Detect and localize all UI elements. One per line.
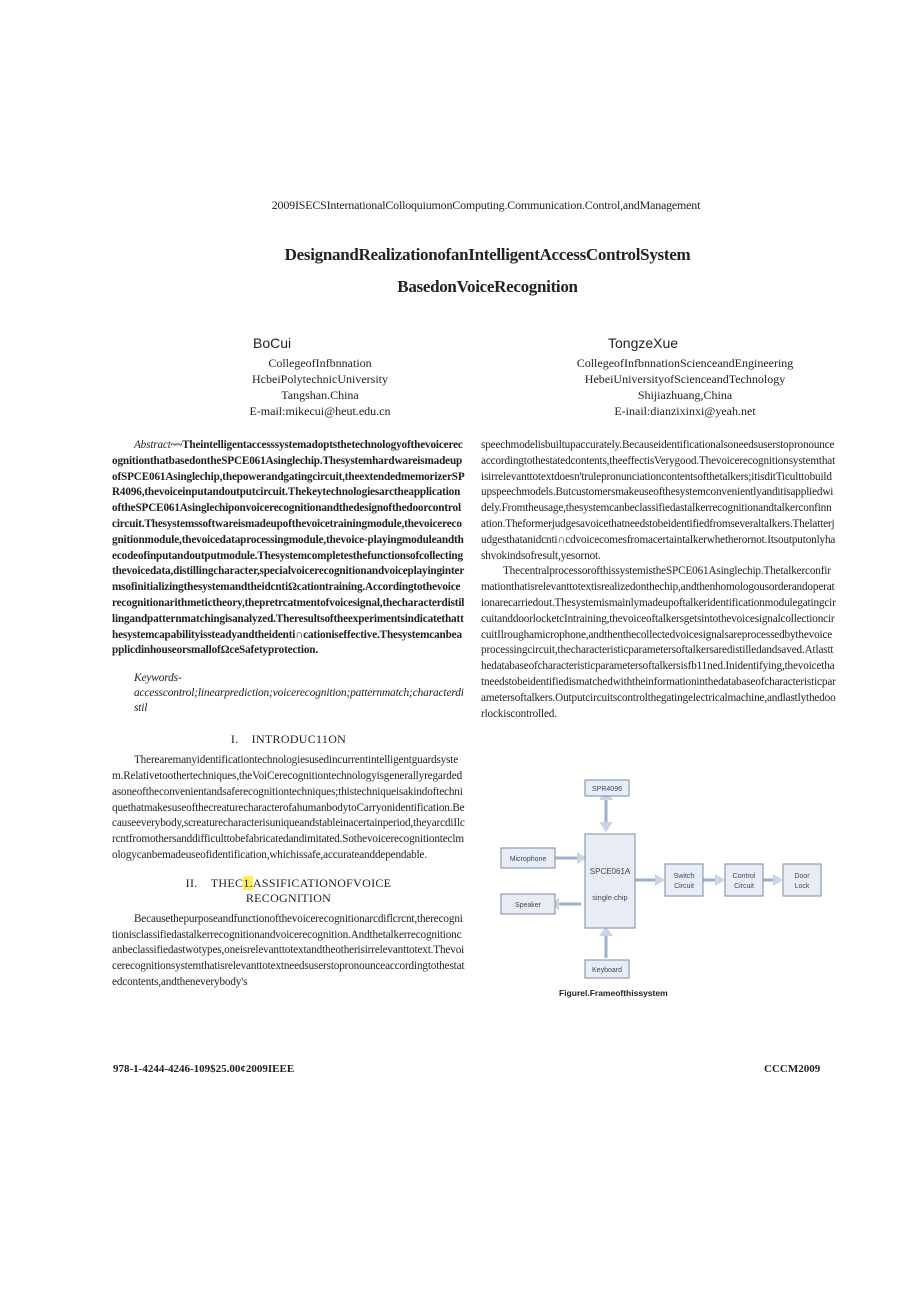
author2-dept: CollegeofInfbnnationScienceandEngineering (576, 356, 794, 370)
control-label-2: Circuit (734, 883, 754, 890)
author1-email[interactable]: E-mail:mikecui@heut.edu.cn (249, 404, 391, 418)
keyboard-label: Keyboard (592, 967, 622, 974)
door-label-2: Lock (794, 883, 810, 890)
figure-1 (497, 778, 827, 1003)
paper-title-line2: BasedonVoiceRecognition (397, 277, 578, 296)
door-lock-box (783, 864, 821, 896)
section1-number: I. (230, 732, 239, 747)
author2-email[interactable]: E-inail:dianzixinxi@yeah.net (614, 404, 756, 418)
switch-label-2: Circuit (674, 883, 694, 890)
chip-label-2: single chip (592, 893, 628, 902)
abstract-text: TheintelligentaccesssystemadoptsthetechnologyofthevoicerecognitionthatbasedontheSPCE061Asinglechip.ThesystemhardwareismadeupofSPCE061Asinglechip,thepowerandgatingcircuit,theextendedmemorizerSPR4096,thevoiceinputandoutputcircuit.ThekeytechnologiesarctheapplicationoftheSPCE061Asinglechiponvoicerecognitionandthedesignofthedoorcontrolcircuit.Thesystemssoftwareismadeupofthevoicetrainingmodule,thevoicerecognitionmodule,thevoicedataprocessingmodule,thevoice-playingmoduleandthecodeofinputandoutputmodule.Thesystemcompletesthefunctionsofcollectingthevoicedata,distillingcharacter,specialvoicerecognitionandvoiceplayingintermsofinitializingthesystemandtheidcntiΩcationtraining.Accordingtothevoicerecognitionarithmetictheory,thepretrcatmentofvoicesignal,thecharacterdistillingandpatternmatchingisanalyzed.Theresultsoftheexperimentsindicatethatthesystemcapabilityissteadyandtheidenti∩cationiseffective.ThesystemcanbeapplicdinhouseorsmallofΩceSafetyprotection. (112, 439, 465, 657)
conference-header: 2009ISECSInternationalColloquiumonComputing.Communication.Control,andManagement (271, 198, 701, 212)
microphone-label: Microphone (509, 856, 547, 863)
paper-title-line1: DesignandRealizationofanIntelligentAccessControlSystem (284, 245, 691, 264)
section2-title-pre: THEC (210, 875, 244, 890)
footer-copyright: 978-1-4244-4246-109$25.00¢2009IEEE (113, 1063, 295, 1075)
figure-caption: Figurel.Frameofthissystem (559, 988, 668, 998)
section2-number: II. (185, 875, 198, 890)
author1-univ: HcbeiPolytechnicUniversity (252, 372, 388, 386)
control-circuit-box (725, 864, 763, 896)
section2-title-line2: RECOGNITION (245, 890, 332, 905)
section2-title-post: ASSIFICATIONOFVOICE (252, 875, 392, 890)
author1-affiliation (205, 355, 435, 419)
keywords-label: Keywords- (134, 672, 182, 685)
system-block-diagram (497, 778, 827, 1003)
section2-body-left: Becausethepurposeandfunctionofthevoicerecognitionarcdiflcrcnt,therecognitionisclassifiedastalkerrecognitionandvoicerecognition.Andthetalkerrecognitioncanbeclassifiedastwotypes,oneisrelevanttotextandtheotherisirrelevanttotext.Thevoicerecognitionsystemthatisrelevanttotextneedsuserstopronounceaccordingtothestatedcontents,andtheneverybody's (112, 912, 465, 988)
section2-body-right-1: speechmodelisbuiltupaccurately.Becauseidentificationalsoneedsuserstopronounceaccordingtothestatedcontents,theeffectisVerygood.Thevoicerecognitionsystemthatisirrelevanttotextdoesn'trulepronunciationcontentsofthetalkers;itisditTiculttobuildupspeechmodels.Butcustomersmakeuseofthesystemconvenientlyanditisappliedwidely.Fromtheusage,thesystemcanbeclassifiedastalkerrecognitionandtalkerconfinnation.Theformerjudgesavoicethatneedstobeidentifiedfromseveraltalkers.Thelatterjudgesthatanidcnti∩cdvoicecomesfromacertaintalkerwhetherornot.Itsoutputonlyhashvokindsofresult,yesornot. (481, 439, 836, 562)
section2-title-highlight: 1. (243, 875, 253, 890)
author1-dept: CollegeofInfbnnation (268, 356, 372, 370)
switch-label-1: Switch (673, 873, 695, 880)
section1-heading (112, 732, 465, 747)
control-label-1: Control (732, 873, 756, 880)
section2-heading (112, 876, 465, 906)
author2-location: Shijiazhuang,China (637, 388, 733, 402)
chip-label-1: SPCE061A (589, 867, 631, 876)
author2-univ: HebeiUniversityofScienceandTechnology (584, 372, 786, 386)
keywords (112, 671, 465, 716)
keywords-text: accesscontrol;linearprediction;voicerecognition;patternmatch;characterdistil (134, 687, 464, 715)
switch-circuit-box (665, 864, 703, 896)
section1-title: INTRODUC11ON (251, 732, 347, 747)
right-column (481, 438, 836, 722)
speaker-label: Speaker (514, 902, 542, 909)
footer-venue: CCCM2009 (764, 1063, 821, 1075)
abstract-label: Abstract (134, 439, 171, 451)
spr4096-label: SPR4096 (592, 786, 622, 793)
author2-affiliation (535, 355, 835, 419)
door-label-1: Door (794, 873, 810, 880)
section1-body: Therearemanyidentificationtechnologiesusedincurrentintelligentguardsystem.Relativetoothertechniques,theVoiCerecognitiontechnologyisgenerallyregardedasoneoftheconvenientandsaferecognitiontechniques;thistechniqueisakindoftechniquethatmakesuseofthecreaturecharacterofahumanbodytoCarryonidentification.Becauseeverybody,screaturecharacterisuniqueandstableinacertainperiod,theyarcdiIlcrcntfromothersanddifficulttobefabricatedandimitated.Sothevoicerecognitionteclmologycanbemadeuseofidentification,whichissafe,accurateanddependable. (112, 754, 465, 861)
chip-box (585, 834, 635, 928)
abstract-dash: ~~ (170, 439, 183, 451)
author2-name: TongzeXue (608, 335, 679, 351)
author1-name: BoCui (253, 335, 292, 351)
left-column (112, 438, 465, 991)
section2-body-right-2: ThecentralprocessorofthissystemistheSPCE061Asinglechip.Thetalkerconfirmationthatisrelevanttotextisrealizedonthechip,andthenhomologousorderandoperationarecarriedout.ThesystemismainlymadeupoftalkeridentificationmodulegatingcircuitanddoorlocketcIntraining,thevoiceoftalkersgetsintothevoicesignalcollectioncircuitIlroughamicrophone,andthenthecollectedvoicesignalsareprocessedbythevoiceprocessingcircuit,thecharacteristicparametersoftalkersaredistilledandsaved.Atlastthedatabaseofcharacteristicparametersoftalkersisfb11ned.Inidentifying,thevoicethatneedstobeidentifiedismatchedwiththeinformationinthedatabaseofcharacteristicparametersoftalkers.Outputcircuitscontrolthegatingelectricalmachine,andlastlythedoorlockiscontrolled. (481, 565, 836, 720)
author1-location: Tangshan.China (281, 388, 359, 402)
abstract (112, 438, 465, 659)
